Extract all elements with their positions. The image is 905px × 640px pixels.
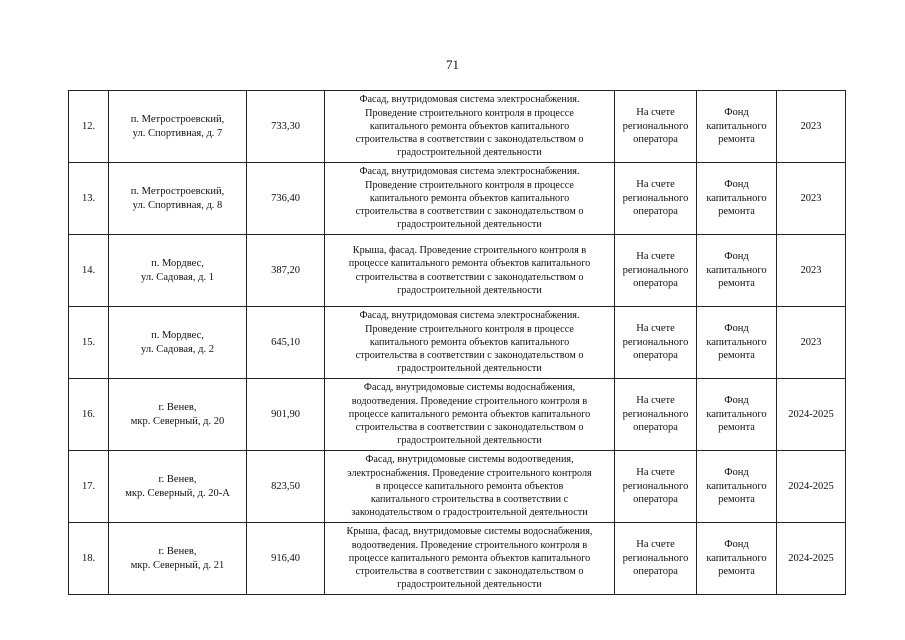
funding-source-cell <box>697 451 777 523</box>
address-cell-line: ул. Садовая, д. 1 <box>141 271 214 283</box>
funding-source-cell-line: капитального <box>706 552 767 564</box>
address-cell <box>109 235 247 307</box>
funding-source-cell-line: Фонд <box>724 539 749 551</box>
funding-source-cell-line: Фонд <box>724 179 749 191</box>
address-cell <box>109 307 247 379</box>
work-description-cell <box>325 451 615 523</box>
table-row <box>69 235 846 307</box>
work-description-cell-line: строительства в соответствии с законодательством о <box>355 271 584 283</box>
address-cell <box>109 523 247 595</box>
repair-schedule-table <box>68 90 846 595</box>
fund-account-cell-line: оператора <box>633 566 678 578</box>
work-description-cell-line: капитального ремонта объектов капитального <box>369 336 570 348</box>
funding-source-cell-line: Фонд <box>724 251 749 263</box>
funding-source-cell <box>697 163 777 235</box>
row-number-cell: 15. <box>69 307 109 379</box>
work-description-cell-line: строительства в соответствии с законодательством о <box>355 422 584 434</box>
address-cell-line: г. Венев, <box>158 474 197 486</box>
work-description-cell-line: в процессе капитального ремонта объектов <box>375 480 564 492</box>
repair-period-cell: 2023 <box>777 163 846 235</box>
row-number-cell: 16. <box>69 379 109 451</box>
work-description-cell-line: градостроительной деятельности <box>397 219 542 231</box>
work-description-cell-line: капитального строительства в соответствии с <box>370 494 569 506</box>
address-cell-line: ул. Спортивная, д. 8 <box>132 199 223 211</box>
work-description-cell-line: Фасад, внутридомовые системы водоснабжения, <box>363 382 576 394</box>
funding-source-cell-line: ремонта <box>718 566 755 578</box>
address-cell-line: г. Венев, <box>158 546 197 558</box>
work-description-cell-line: градостроительной деятельности <box>397 363 542 375</box>
work-description-cell-line: законодательством о градостроительной деятельности <box>351 507 588 519</box>
address-cell-line: мкр. Северный, д. 20-А <box>125 487 230 499</box>
table-row <box>69 523 846 595</box>
funding-source-cell-line: ремонта <box>718 134 755 146</box>
fund-account-cell-line: оператора <box>633 278 678 290</box>
work-description-cell-line: градостроительной деятельности <box>397 147 542 159</box>
work-description-cell-line: Фасад, внутридомовая система электроснабжения. <box>359 94 580 106</box>
funding-source-cell-line: ремонта <box>718 350 755 362</box>
work-description-cell-line: капитального ремонта объектов капитального <box>369 192 570 204</box>
funding-source-cell-line: капитального <box>706 408 767 420</box>
fund-account-cell <box>615 523 697 595</box>
address-cell <box>109 451 247 523</box>
funding-source-cell-line: капитального <box>706 336 767 348</box>
fund-account-cell <box>615 379 697 451</box>
repair-period-cell: 2024-2025 <box>777 379 846 451</box>
fund-account-cell-line: На счете <box>636 539 675 551</box>
work-description-cell-line: строительства в соответствии с законодательством о <box>355 206 584 218</box>
table-row <box>69 451 846 523</box>
fund-account-cell-line: На счете <box>636 251 675 263</box>
address-cell-line: п. Метростроевский, <box>130 186 225 198</box>
work-description-cell-line: электроснабжения. Проведение строительного контроля <box>347 467 592 479</box>
table-body <box>69 91 846 595</box>
work-description-cell-line: водоотведения. Проведение строительного контроля в <box>351 395 588 407</box>
fund-account-cell-line: На счете <box>636 179 675 191</box>
address-cell-line: мкр. Северный, д. 21 <box>130 559 225 571</box>
repair-period-cell: 2024-2025 <box>777 451 846 523</box>
area-cell: 645,10 <box>247 307 325 379</box>
funding-source-cell-line: капитального <box>706 264 767 276</box>
work-description-cell-line: Фасад, внутридомовые системы водоотведения, <box>365 454 574 466</box>
funding-source-cell <box>697 307 777 379</box>
funding-source-cell-line: капитального <box>706 192 767 204</box>
funding-source-cell-line: Фонд <box>724 107 749 119</box>
funding-source-cell-line: Фонд <box>724 323 749 335</box>
row-number-cell: 12. <box>69 91 109 163</box>
work-description-cell <box>325 163 615 235</box>
work-description-cell-line: Проведение строительного контроля в процессе <box>365 107 574 119</box>
fund-account-cell-line: оператора <box>633 494 678 506</box>
funding-source-cell-line: ремонта <box>718 422 755 434</box>
fund-account-cell-line: регионального <box>622 480 689 492</box>
funding-source-cell-line: Фонд <box>724 467 749 479</box>
work-description-cell-line: Проведение строительного контроля в процессе <box>365 179 574 191</box>
row-number-cell: 14. <box>69 235 109 307</box>
fund-account-cell-line: На счете <box>636 467 675 479</box>
fund-account-cell-line: На счете <box>636 395 675 407</box>
address-cell-line: мкр. Северный, д. 20 <box>130 415 225 427</box>
address-cell-line: п. Мордвес, <box>151 258 204 270</box>
address-cell-line: п. Метростроевский, <box>130 114 225 126</box>
repair-period-cell: 2024-2025 <box>777 523 846 595</box>
funding-source-cell-line: ремонта <box>718 494 755 506</box>
work-description-cell-line: градостроительной деятельности <box>397 579 542 591</box>
fund-account-cell-line: На счете <box>636 107 675 119</box>
work-description-cell-line: Фасад, внутридомовая система электроснабжения. <box>359 310 580 322</box>
work-description-cell-line: градостроительной деятельности <box>397 435 542 447</box>
fund-account-cell-line: регионального <box>622 264 689 276</box>
work-description-cell-line: процессе капитального ремонта объектов капитального <box>348 258 591 270</box>
address-cell <box>109 379 247 451</box>
area-cell: 901,90 <box>247 379 325 451</box>
work-description-cell-line: водоотведения. Проведение строительного контроля в <box>351 539 588 551</box>
work-description-cell <box>325 379 615 451</box>
work-description-cell <box>325 235 615 307</box>
address-cell <box>109 91 247 163</box>
address-cell-line: г. Венев, <box>158 402 197 414</box>
funding-source-cell-line: капитального <box>706 120 767 132</box>
fund-account-cell-line: оператора <box>633 134 678 146</box>
table-row <box>69 307 846 379</box>
work-description-cell-line: Проведение строительного контроля в процессе <box>365 323 574 335</box>
work-description-cell-line: Крыша, фасад. Проведение строительного контроля в <box>352 245 587 257</box>
work-description-cell-line: градостроительной деятельности <box>397 284 542 296</box>
row-number-cell: 17. <box>69 451 109 523</box>
fund-account-cell-line: регионального <box>622 552 689 564</box>
work-description-cell-line: процессе капитального ремонта объектов капитального <box>348 552 591 564</box>
funding-source-cell-line: капитального <box>706 480 767 492</box>
fund-account-cell-line: регионального <box>622 192 689 204</box>
area-cell: 387,20 <box>247 235 325 307</box>
funding-source-cell <box>697 523 777 595</box>
funding-source-cell-line: ремонта <box>718 278 755 290</box>
fund-account-cell-line: регионального <box>622 120 689 132</box>
fund-account-cell <box>615 163 697 235</box>
repair-period-cell: 2023 <box>777 235 846 307</box>
fund-account-cell <box>615 91 697 163</box>
funding-source-cell-line: Фонд <box>724 395 749 407</box>
fund-account-cell-line: оператора <box>633 422 678 434</box>
table-row <box>69 91 846 163</box>
fund-account-cell-line: регионального <box>622 408 689 420</box>
fund-account-cell <box>615 235 697 307</box>
work-description-cell-line: строительства в соответствии с законодательством о <box>355 134 584 146</box>
fund-account-cell-line: На счете <box>636 323 675 335</box>
work-description-cell-line: строительства в соответствии с законодательством о <box>355 350 584 362</box>
address-cell-line: ул. Спортивная, д. 7 <box>132 127 223 139</box>
repair-period-cell: 2023 <box>777 307 846 379</box>
work-description-cell-line: Крыша, фасад, внутридомовые системы водоснабжения, <box>346 526 593 538</box>
table-row <box>69 163 846 235</box>
work-description-cell <box>325 523 615 595</box>
work-description-cell-line: строительства в соответствии с законодательством о <box>355 566 584 578</box>
page-number: 71 <box>446 57 459 72</box>
area-cell: 823,50 <box>247 451 325 523</box>
work-description-cell <box>325 91 615 163</box>
funding-source-cell <box>697 379 777 451</box>
address-cell-line: ул. Садовая, д. 2 <box>141 343 214 355</box>
row-number-cell: 13. <box>69 163 109 235</box>
table-row <box>69 379 846 451</box>
area-cell: 733,30 <box>247 91 325 163</box>
fund-account-cell-line: оператора <box>633 350 678 362</box>
area-cell: 736,40 <box>247 163 325 235</box>
funding-source-cell-line: ремонта <box>718 206 755 218</box>
work-description-cell-line: капитального ремонта объектов капитального <box>369 120 570 132</box>
area-cell: 916,40 <box>247 523 325 595</box>
fund-account-cell <box>615 451 697 523</box>
address-cell <box>109 163 247 235</box>
fund-account-cell <box>615 307 697 379</box>
funding-source-cell <box>697 235 777 307</box>
repair-period-cell: 2023 <box>777 91 846 163</box>
work-description-cell-line: процессе капитального ремонта объектов капитального <box>348 408 591 420</box>
funding-source-cell <box>697 91 777 163</box>
work-description-cell <box>325 307 615 379</box>
fund-account-cell-line: регионального <box>622 336 689 348</box>
work-description-cell-line: Фасад, внутридомовая система электроснабжения. <box>359 166 580 178</box>
row-number-cell: 18. <box>69 523 109 595</box>
address-cell-line: п. Мордвес, <box>151 330 204 342</box>
fund-account-cell-line: оператора <box>633 206 678 218</box>
